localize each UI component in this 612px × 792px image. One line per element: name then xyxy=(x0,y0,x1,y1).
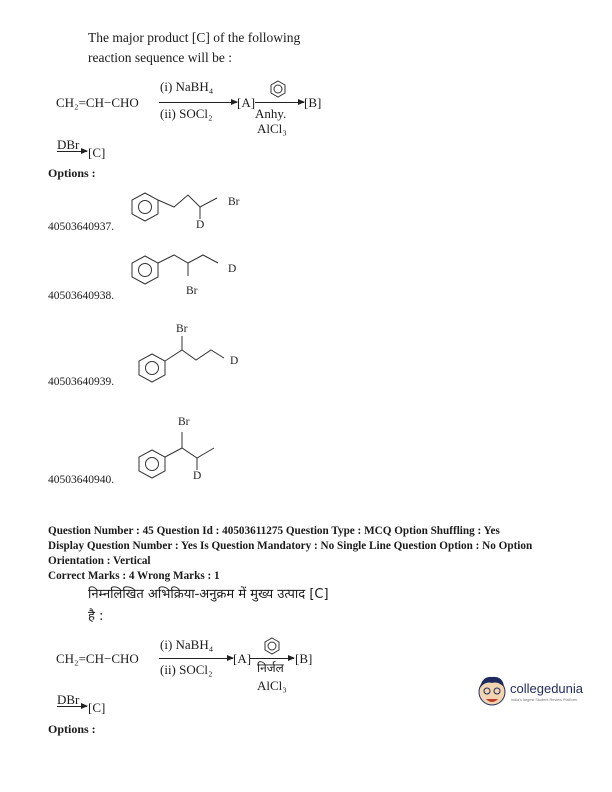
benzene-icon xyxy=(262,637,282,655)
product-a-hi: [A] xyxy=(233,651,252,666)
option-4-label-d: D xyxy=(193,470,202,482)
product-c: [C] xyxy=(88,145,106,160)
reagent-1-bottom: (ii) SOCl₂ xyxy=(160,106,213,121)
option-2-structure[interactable] xyxy=(120,248,260,298)
reaction-arrow-2-hi xyxy=(250,658,294,659)
product-b: [B] xyxy=(304,95,322,110)
meta-line-3: Orientation : Vertical xyxy=(48,555,151,567)
reagent-3: DBr xyxy=(57,137,80,152)
option-3-id[interactable]: 40503640939. xyxy=(48,376,115,388)
reactant-hi: CH₂=CH−CHO xyxy=(56,651,139,666)
reagent-1-top-hi: (i) NaBH₄ xyxy=(160,637,214,652)
option-1-label-br: Br xyxy=(228,196,240,208)
option-1-id[interactable]: 40503640937. xyxy=(48,221,115,233)
hindi-line-1: निम्नलिखित अभिक्रिया-अनुक्रम में मुख्य उत्पाद [C] xyxy=(88,587,329,602)
reaction-arrow-1 xyxy=(159,102,237,103)
option-3-structure[interactable] xyxy=(130,320,260,380)
option-4-id[interactable]: 40503640940. xyxy=(48,474,115,486)
reaction-arrow-3-hi xyxy=(57,706,87,707)
reagent-2-line-1-hi: निर्जल xyxy=(257,661,284,675)
option-3-label-br: Br xyxy=(176,323,188,335)
option-1-label-d: D xyxy=(196,219,205,231)
reagent-2-line-2-hi: AlCl₃ xyxy=(257,678,287,693)
option-4-label-br: Br xyxy=(178,416,190,428)
option-3-label-d: D xyxy=(230,355,239,367)
option-1-structure[interactable] xyxy=(120,185,260,235)
option-2-label-br: Br xyxy=(186,285,198,297)
reagent-3-hi: DBr xyxy=(57,692,80,707)
options-label: Options : xyxy=(48,166,96,180)
meta-line-2: Display Question Number : Yes Is Question Mandatory : No Single Line Question Option : No Option xyxy=(48,540,533,552)
product-b-hi: [B] xyxy=(295,651,313,666)
meta-line-1: Question Number : 45 Question Id : 40503611275 Question Type : MCQ Option Shuffling : Yes xyxy=(48,525,500,537)
reagent-2-line-1: Anhy. xyxy=(255,106,287,121)
options-label-hi: Options : xyxy=(48,722,96,736)
logo-name: collegedunia xyxy=(510,681,584,696)
intro-line-1: The major product [C] of the following xyxy=(88,30,301,45)
reagent-1-bottom-hi: (ii) SOCl₂ xyxy=(160,662,213,677)
option-2-id[interactable]: 40503640938. xyxy=(48,290,115,302)
question-meta xyxy=(48,524,588,584)
reaction-arrow-3 xyxy=(57,151,87,152)
product-c-hi: [C] xyxy=(88,700,106,715)
reagent-2-line-2: AlCl₃ xyxy=(257,121,287,136)
question-intro xyxy=(88,28,388,68)
option-4-structure[interactable] xyxy=(130,412,250,484)
reaction-arrow-1-hi xyxy=(159,658,233,659)
collegedunia-logo xyxy=(476,672,606,712)
reactant: CH₂=CH−CHO xyxy=(56,95,139,110)
hindi-question xyxy=(88,584,329,628)
product-a: [A] xyxy=(237,95,256,110)
reagent-1-top: (i) NaBH₄ xyxy=(160,79,214,94)
benzene-icon xyxy=(268,80,288,98)
reaction-arrow-2 xyxy=(255,102,304,103)
intro-line-2: reaction sequence will be : xyxy=(88,50,232,65)
marks-line: Correct Marks : 4 Wrong Marks : 1 xyxy=(48,570,220,582)
hindi-line-2: है : xyxy=(88,609,104,624)
option-2-label-d: D xyxy=(228,263,237,275)
logo-tagline: India's largest Student Review Platform xyxy=(511,698,578,702)
